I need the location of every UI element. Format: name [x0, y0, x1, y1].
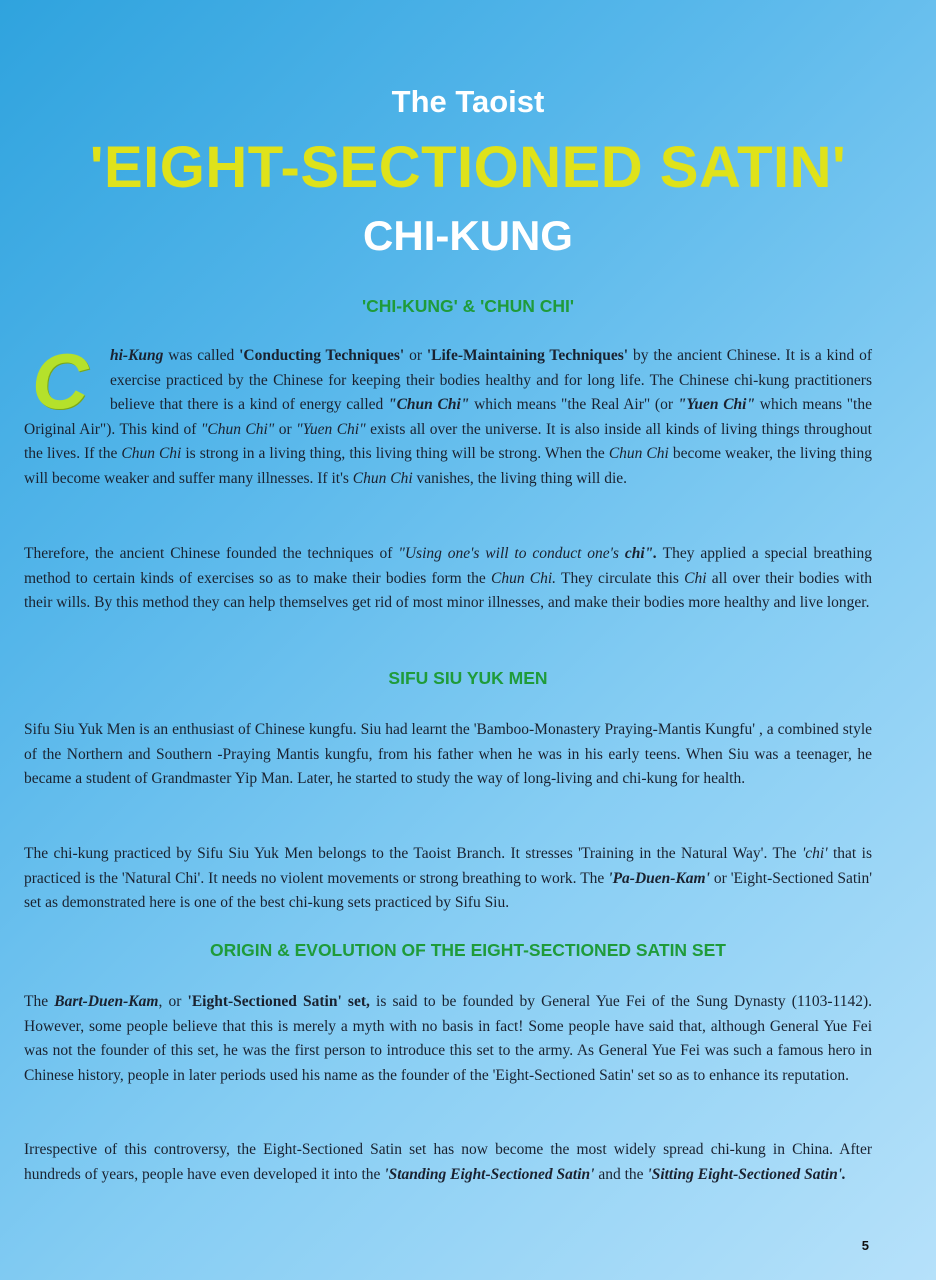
text-run: is strong in a living thing, this living thing will be strong. When the	[181, 445, 609, 462]
text-run: all over their bodies with their wills. By this method they can help themselves get rid of most minor illnesses, and make their bodies more healthy and live longer.	[24, 569, 872, 611]
text-run: "Yuen Chi"	[677, 396, 756, 413]
text-run: 'Pa-Duen-Kam'	[608, 869, 710, 887]
text-run: Chi	[684, 569, 707, 587]
paragraph-techniques	[24, 542, 872, 616]
text-run: Chun Chi.	[491, 569, 557, 587]
text-run: 'Standing Eight-Sectioned Satin'	[384, 1165, 595, 1183]
text-run: or 'Eight-Sectioned Satin' set as demonstrated here is one of the best chi-kung sets practiced by Sifu Siu.	[24, 869, 872, 911]
text-run: The chi-kung practiced by Sifu Siu Yuk Men belongs to the Taoist Branch. It stresses 'Training in the Natural Way'. The	[24, 845, 802, 862]
text-run: or	[274, 420, 297, 438]
text-run: that is practiced is the 'Natural Chi'. It needs no violent movements or strong breathing to work. The	[24, 845, 872, 887]
text-run: Chun Chi	[608, 445, 669, 462]
text-run: Chun Chi	[121, 445, 182, 462]
text-run: Bart-Duen-Kam	[54, 993, 159, 1010]
text-run: They applied a special breathing method to certain kinds of exercises so as to make their bodies form the	[24, 545, 873, 587]
text-run: is said to be founded by General Yue Fei of the Sung Dynasty (1103-1142). However, some people believe that this is merely a myth with no basis in fact! Some people have said that, although General Yue Fei was not the founder of this set, he was the first person to introduce this set to the army. As General Yue Fei was such a famous hero in Chinese history, people in later periods used his name as the founder of the 'Eight-Sectioned Satin' set so as to enhance its reputation.	[24, 993, 872, 1084]
text-run: and the	[594, 1165, 648, 1183]
paragraph-sifu-bio	[24, 718, 872, 792]
text-run: vanishes, the living thing will die.	[412, 469, 628, 487]
title-line-3: CHI-KUNG	[363, 212, 573, 259]
text-run: by the ancient Chinese. It is a kind of exercise practiced by the Chinese for keeping their bodies healthy and for long life. The Chinese chi-kung practitioners believe that there is a kind of energy called	[110, 347, 873, 413]
paragraph-origin	[24, 990, 872, 1088]
text-run: "Yuen Chi"	[296, 420, 366, 438]
text-run: They circulate this	[556, 569, 685, 587]
text-run: 'Eight-Sectioned Satin'	[187, 993, 342, 1010]
text-run: which means "the Original Air"). This kind of	[24, 396, 872, 438]
text-run: chi".	[624, 545, 658, 562]
section-heading-chi-kung: 'CHI-KUNG' & 'CHUN CHI'	[361, 296, 575, 316]
text-run: 'Life-Maintaining Techniques'	[426, 347, 629, 364]
text-run: Chun Chi	[352, 469, 413, 487]
text-run: The	[24, 993, 55, 1010]
drop-cap: C	[32, 337, 89, 425]
paragraph-chi-kung-intro	[24, 337, 873, 491]
text-run: "Using one's will to conduct one's	[398, 545, 625, 562]
section-heading-sifu: SIFU SIU YUK MEN	[388, 668, 548, 688]
text-run: 'Sitting Eight-Sectioned Satin'.	[647, 1165, 846, 1183]
text-run: Irrespective of this controversy, the Eight-Sectioned Satin set has now become the most widely spread chi-kung in China. After hundreds of years, people have even developed it into the	[24, 1141, 872, 1183]
section-heading-origin: ORIGIN & EVOLUTION OF THE EIGHT-SECTIONED SATIN SET	[210, 940, 726, 960]
text-run: "Chun Chi"	[200, 420, 275, 438]
text-run: Therefore, the ancient Chinese founded the techniques of	[24, 545, 399, 562]
text-run: was called	[163, 347, 240, 364]
text-run: , or	[158, 993, 188, 1010]
text-run: "Chun Chi"	[387, 396, 470, 413]
text-run: become weaker, the living thing will become weaker and suffer many illnesses. If it's	[24, 445, 872, 487]
paragraph-taoist-branch	[24, 842, 872, 916]
text-run: set,	[341, 993, 370, 1010]
text-run: 'Conducting Techniques'	[239, 347, 405, 364]
text-run: Sifu Siu Yuk Men is an enthusiast of Chinese kungfu. Siu had learnt the 'Bamboo-Monastery Praying-Mantis Kungfu' , a combined style of the Northern and Southern -Praying Mantis kungfu, from his father when he was in his early teens. When Siu was a teenager, he became a student of Grandmaster Yip Man. Later, he started to study the way of long-living and chi-kung for health.	[24, 721, 872, 787]
page-number: 5	[861, 1238, 869, 1253]
text-run: hi-Kung	[110, 347, 164, 364]
text-run: exists all over the universe. It is also inside all kinds of living things throughout the lives. If the	[24, 420, 872, 462]
text-run: 'chi'	[801, 845, 828, 862]
title-line-1: The Taoist	[391, 84, 545, 119]
title-main: 'EIGHT-SECTIONED SATIN'	[89, 135, 847, 200]
paragraph-controversy	[24, 1138, 872, 1187]
text-run: which means "the Real Air" (or	[469, 396, 678, 413]
text-run: or	[404, 347, 427, 364]
